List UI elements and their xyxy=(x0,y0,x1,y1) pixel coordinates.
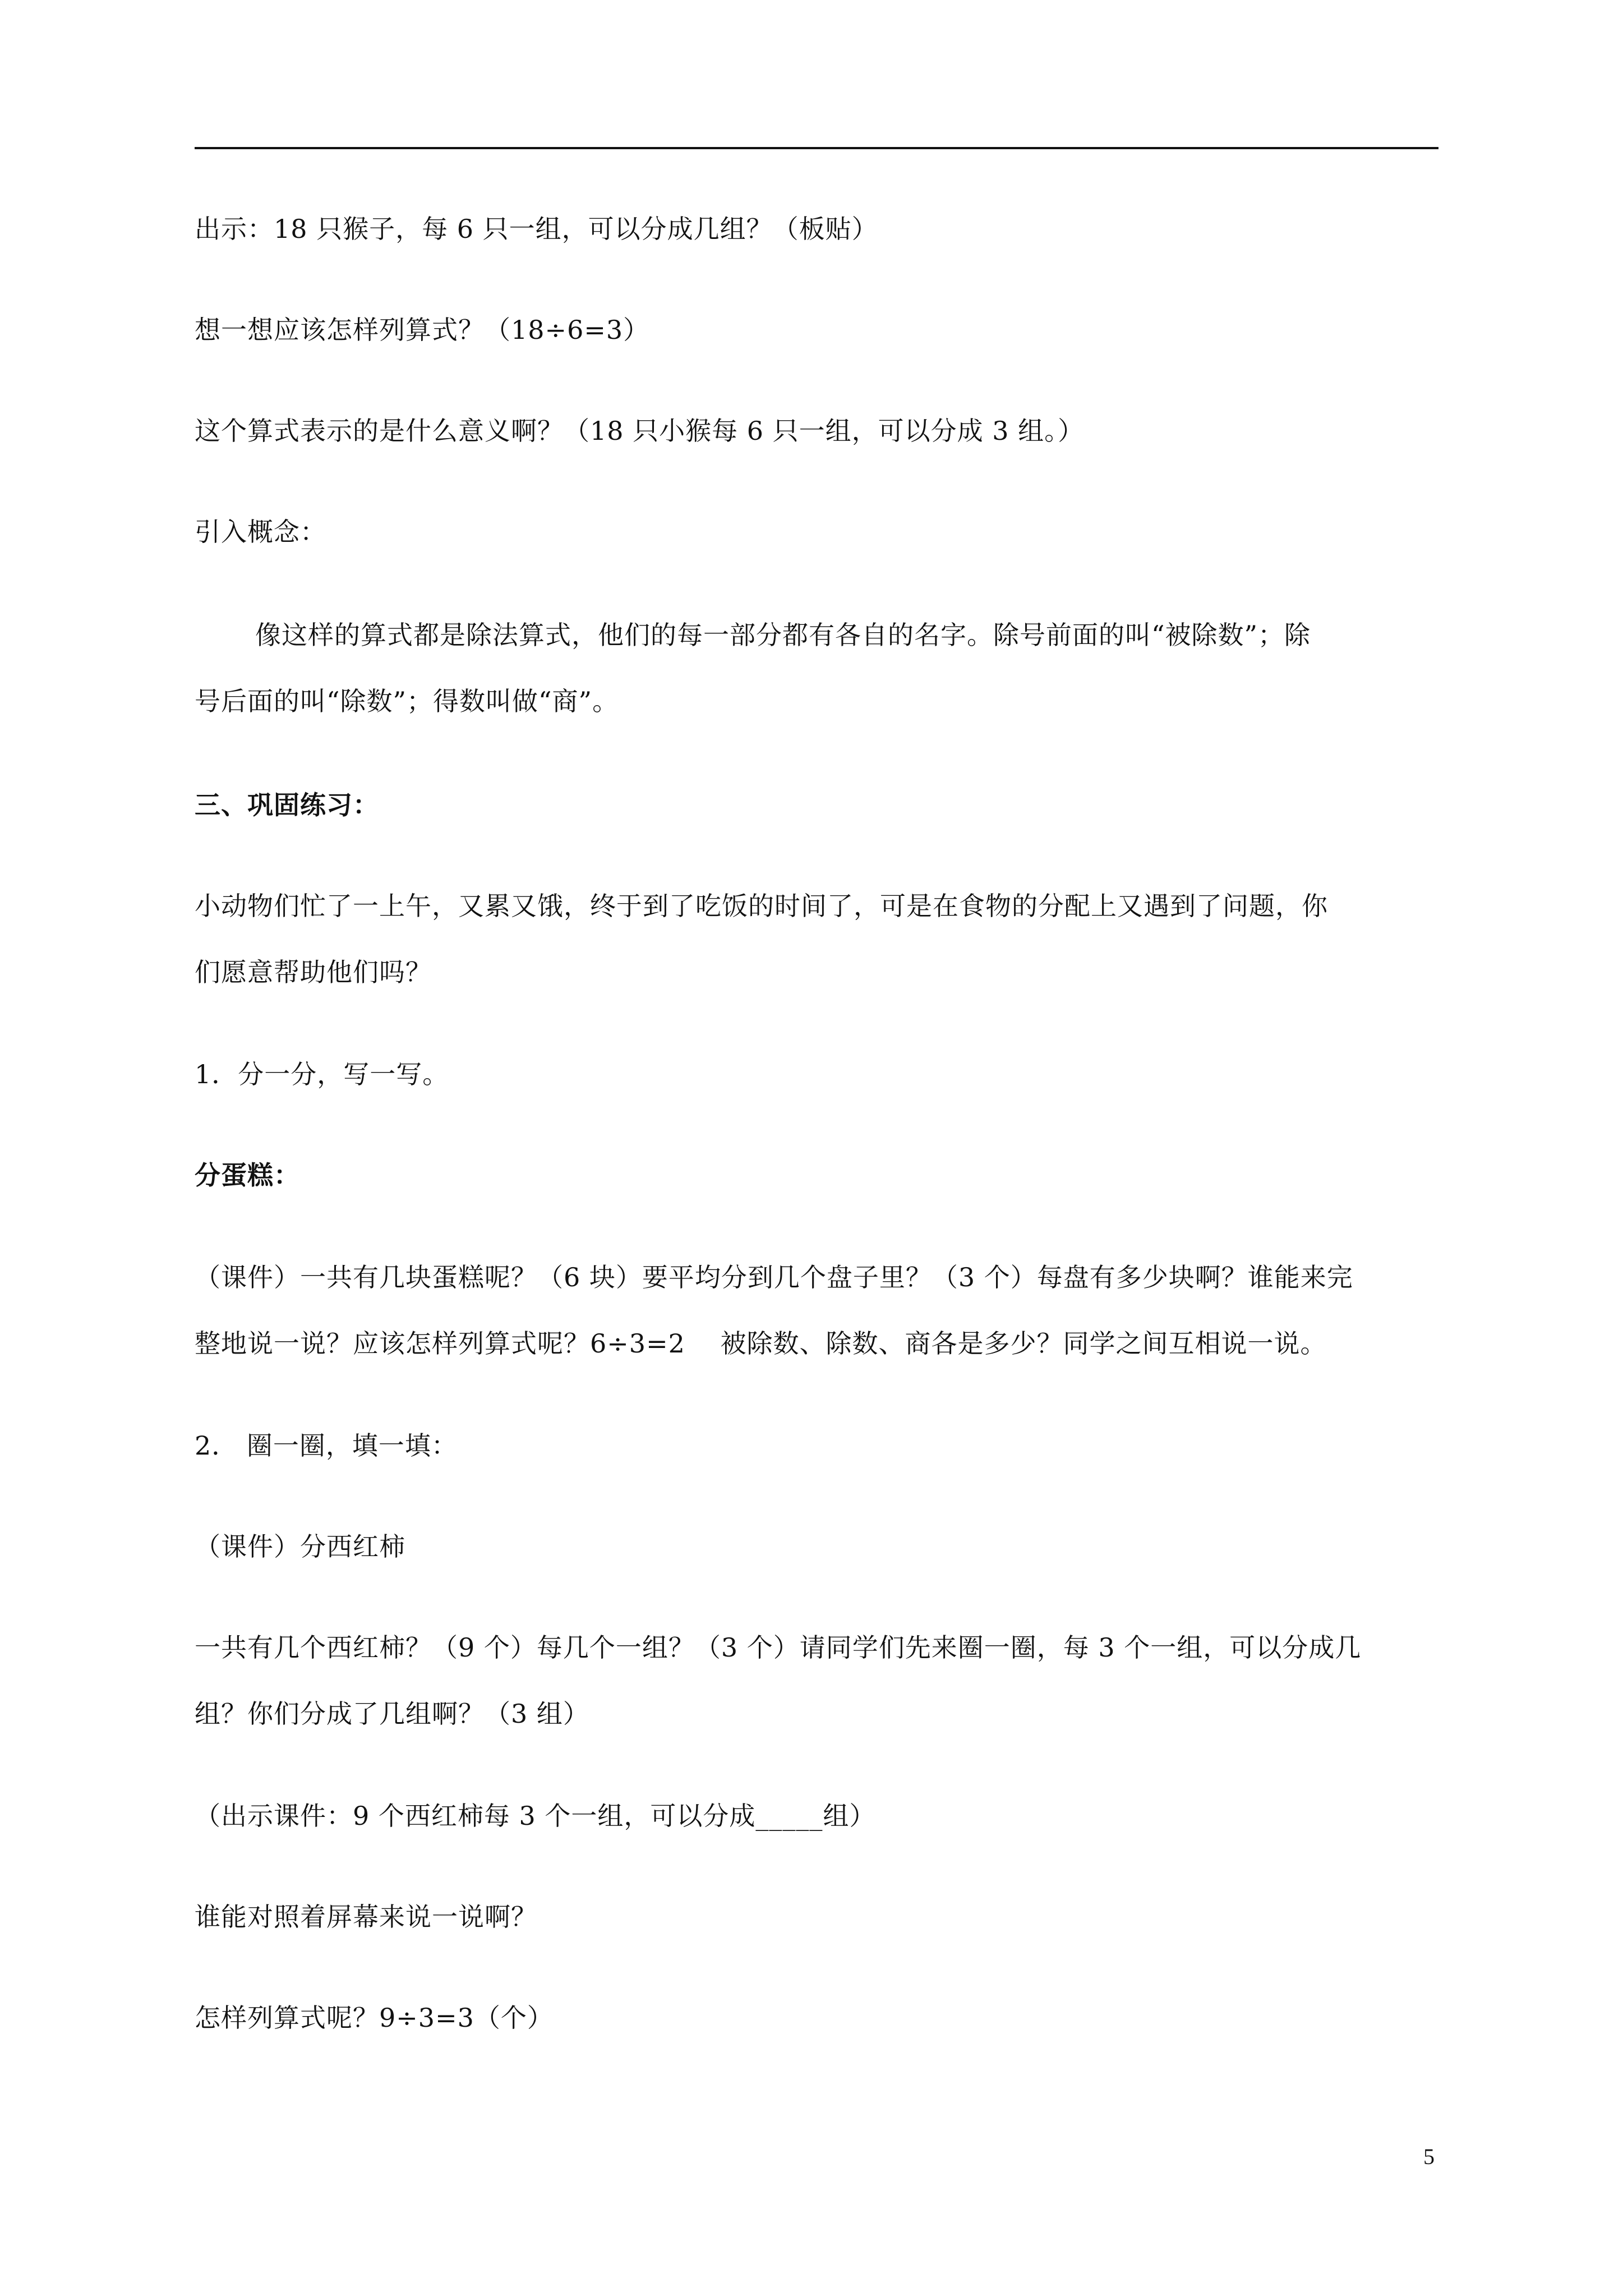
paragraph-division-terms-line-1: 像这样的算式都是除法算式，他们的每一部分都有各自的名字。除号前面的叫“被除数”；除 xyxy=(255,620,1311,650)
paragraph-tomatoes-line-2: 组？你们分成了几组啊？（3 组） xyxy=(195,1699,589,1729)
text-line-tomato-equation: 怎样列算式呢？9÷3=3（个） xyxy=(195,2003,554,2033)
text-line-fill-blank: （出示课件：9 个西红柿每 3 个一组，可以分成_____组） xyxy=(195,1801,876,1831)
exercise-one-heading: 1．分一分，写一写。 xyxy=(195,1059,449,1089)
text-line-explain-screen: 谁能对照着屏幕来说一说啊？ xyxy=(195,1902,537,1932)
paragraph-animals-line-2: 们愿意帮助他们吗？ xyxy=(195,957,432,987)
paragraph-division-terms-line-2: 号后面的叫“除数”；得数叫做“商”。 xyxy=(195,686,619,716)
paragraph-cake-line-1: （课件）一共有几块蛋糕呢？（6 块）要平均分到几个盘子里？（3 个）每盘有多少块啊？谁能来完 xyxy=(195,1262,1353,1292)
paragraph-cake-line-2: 整地说一说？应该怎样列算式呢？6÷3=2 被除数、除数、商各是多少？同学之间互相说一说。 xyxy=(195,1328,1327,1359)
paragraph-animals-line-1: 小动物们忙了一上午，又累又饿，终于到了吃饭的时间了，可是在食物的分配上又遇到了问题，你 xyxy=(195,891,1328,921)
text-line-show-monkeys: 出示：18 只猴子，每 6 只一组，可以分成几组？（板贴） xyxy=(195,214,878,244)
paragraph-tomatoes-line-1: 一共有几个西红柿？（9 个）每几个一组？（3 个）请同学们先来圈一圈，每 3 个一组，可以分成几 xyxy=(195,1632,1362,1663)
exercise-two-heading: 2． 圈一圈，填一填： xyxy=(195,1430,458,1461)
text-line-tomato-courseware: （课件）分西红柿 xyxy=(195,1531,405,1562)
text-line-equation-question: 想一想应该怎样列算式？（18÷6=3） xyxy=(195,315,650,345)
text-line-equation-meaning: 这个算式表示的是什么意义啊？（18 只小猴每 6 只一组，可以分成 3 组。） xyxy=(195,416,1085,446)
header-divider xyxy=(195,147,1438,149)
section-heading-practice: 三、巩固练习： xyxy=(195,790,379,820)
subheading-cake: 分蛋糕： xyxy=(195,1160,300,1190)
page-number: 5 xyxy=(1423,2144,1435,2169)
text-line-introduce-concept: 引入概念： xyxy=(195,517,326,547)
